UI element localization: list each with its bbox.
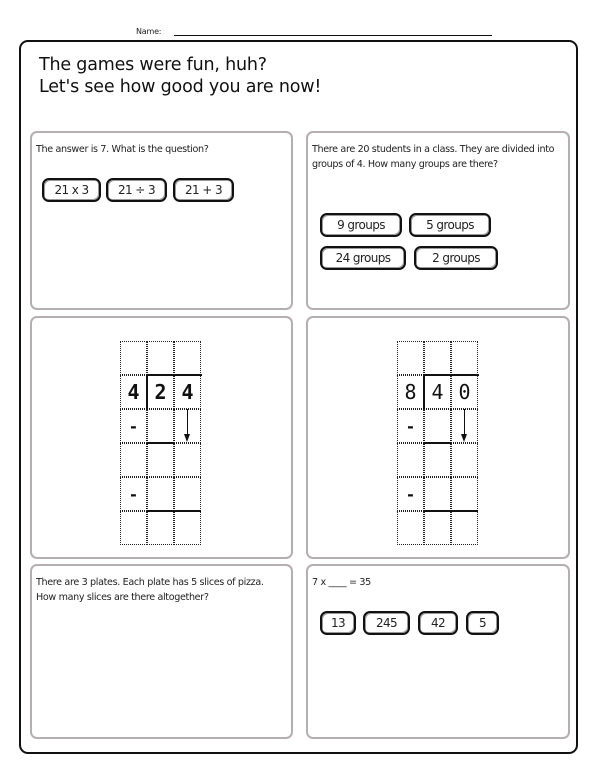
bring-down-arrow xyxy=(464,409,465,435)
question-card-1 xyxy=(30,131,293,310)
grid-cell[interactable] xyxy=(174,443,201,477)
question-card-4 xyxy=(306,316,570,559)
question-card-3 xyxy=(30,316,293,559)
grid-cell[interactable] xyxy=(424,511,451,545)
question-text: 7 x ____ = 35 xyxy=(312,577,371,588)
grid-cell[interactable] xyxy=(397,443,424,477)
division-bracket-side xyxy=(423,374,425,409)
dividend-digit: 4 xyxy=(424,375,451,409)
subtraction-line xyxy=(147,442,174,444)
grid-cell[interactable] xyxy=(424,341,451,375)
arrow-down-icon xyxy=(184,434,190,442)
question-text: There are 3 plates. Each plate has 5 slices of pizza. How many slices are there altogether? xyxy=(36,577,264,603)
grid-cell[interactable] xyxy=(451,477,478,511)
grid-cell[interactable] xyxy=(451,511,478,545)
answer-option[interactable]: 21 + 3 xyxy=(173,178,234,202)
grid-cell[interactable] xyxy=(397,341,424,375)
division-bracket-top xyxy=(424,374,479,376)
dividend-digit: 0 xyxy=(451,375,478,409)
grid-cell[interactable] xyxy=(147,477,174,511)
grid-cell[interactable] xyxy=(120,443,147,477)
answer-option[interactable]: 13 xyxy=(320,611,356,635)
grid-cell[interactable] xyxy=(147,443,174,477)
name-label: Name: xyxy=(136,27,162,36)
minus-sign: - xyxy=(397,409,424,443)
grid-cell[interactable] xyxy=(424,477,451,511)
divisor: 8 xyxy=(397,375,424,409)
answer-option[interactable]: 9 groups xyxy=(320,213,402,237)
division-bracket-top xyxy=(147,374,202,376)
division-bracket-side xyxy=(146,374,148,409)
answer-option[interactable]: 5 xyxy=(466,611,499,635)
grid-cell[interactable] xyxy=(147,341,174,375)
grid-cell[interactable] xyxy=(120,511,147,545)
answer-option[interactable]: 21 ÷ 3 xyxy=(106,178,167,202)
long-division-grid xyxy=(397,341,478,546)
question-card-6 xyxy=(306,564,570,739)
question-text: There are 20 students in a class. They are divided into groups of 4. How many groups are there? xyxy=(312,144,555,170)
grid-cell[interactable] xyxy=(174,477,201,511)
long-division-grid xyxy=(120,341,201,546)
arrow-down-icon xyxy=(461,434,467,442)
answer-option[interactable]: 21 x 3 xyxy=(42,178,101,202)
grid-cell[interactable] xyxy=(174,511,201,545)
title-line-1: The games were fun, huh? xyxy=(39,55,267,75)
name-input-line[interactable] xyxy=(174,35,492,36)
answer-option[interactable]: 42 xyxy=(418,611,458,635)
grid-cell[interactable] xyxy=(147,511,174,545)
answer-option[interactable]: 5 groups xyxy=(409,213,491,237)
grid-cell[interactable] xyxy=(147,409,174,443)
answer-option[interactable]: 245 xyxy=(363,611,410,635)
bring-down-arrow xyxy=(187,409,188,435)
grid-cell[interactable] xyxy=(424,409,451,443)
answer-option[interactable]: 24 groups xyxy=(320,246,406,270)
question-card-2 xyxy=(306,131,570,310)
dividend-digit: 4 xyxy=(174,375,201,409)
subtraction-line xyxy=(147,510,201,512)
grid-cell[interactable] xyxy=(451,341,478,375)
grid-cell[interactable] xyxy=(397,511,424,545)
question-text: The answer is 7. What is the question? xyxy=(36,144,209,155)
minus-sign: - xyxy=(120,477,147,511)
grid-cell[interactable] xyxy=(120,341,147,375)
minus-sign: - xyxy=(397,477,424,511)
grid-cell[interactable] xyxy=(451,443,478,477)
divisor: 4 xyxy=(120,375,147,409)
dividend-digit: 2 xyxy=(147,375,174,409)
subtraction-line xyxy=(424,510,478,512)
question-card-5 xyxy=(30,564,293,739)
worksheet-title xyxy=(39,54,321,98)
answer-option[interactable]: 2 groups xyxy=(414,246,498,270)
grid-cell[interactable] xyxy=(424,443,451,477)
minus-sign: - xyxy=(120,409,147,443)
subtraction-line xyxy=(424,442,451,444)
grid-cell[interactable] xyxy=(174,341,201,375)
title-line-2: Let's see how good you are now! xyxy=(39,77,322,97)
